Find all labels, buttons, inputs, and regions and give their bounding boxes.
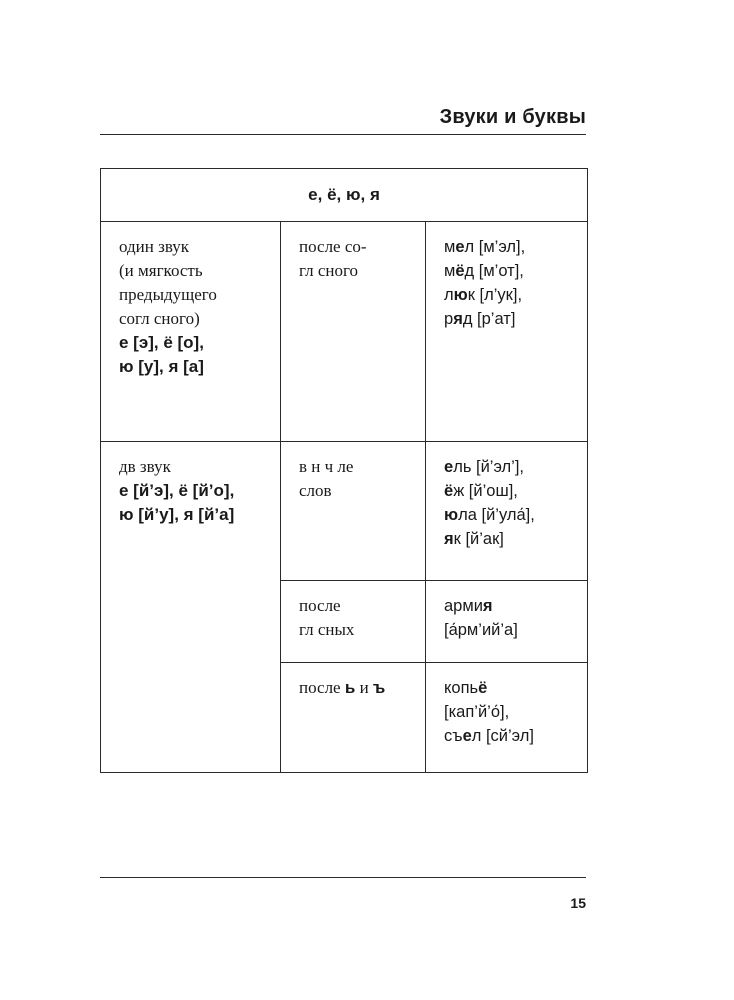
sound-line: е [э], ё [о],: [119, 333, 204, 352]
example-transcription: [а́рм’ий’а]: [444, 621, 518, 639]
description-line: один звук: [119, 237, 190, 256]
description-line: дв звук: [119, 457, 171, 476]
sound-line: ю [й’у], я [й’а]: [119, 505, 235, 524]
table-heading-row: [101, 169, 588, 222]
examples-cell: [426, 581, 588, 663]
position-cell: [281, 581, 426, 663]
sound-line: е [й’э], ё [й’о],: [119, 481, 235, 500]
position-line: после ь и ъ: [299, 678, 386, 697]
examples-cell: [426, 222, 588, 442]
example-word: съел [сй’эл]: [444, 727, 534, 745]
examples-cell: [426, 663, 588, 773]
position-cell: [281, 222, 426, 442]
hard-sign: ъ: [372, 678, 386, 697]
description-cell: [101, 222, 281, 442]
position-line: после: [299, 596, 341, 615]
example-word: як [й’ак]: [444, 530, 504, 548]
position-line: гл сных: [299, 620, 355, 639]
footer-rule: [100, 877, 586, 878]
position-line: в н ч ле: [299, 457, 354, 476]
example-word: ель [й’эл’],: [444, 458, 524, 476]
example-word: мел [м’эл],: [444, 238, 526, 256]
page-number: 15: [570, 895, 586, 911]
example-word: копьё: [444, 679, 488, 697]
vowel-sounds-table: [100, 168, 588, 773]
example-word: ёж [й’ош],: [444, 482, 518, 500]
table-row: [101, 222, 588, 442]
position-cell: [281, 663, 426, 773]
example-word: люк [л’ук],: [444, 286, 523, 304]
running-header: [100, 104, 586, 135]
description-line: (и мягкость: [119, 261, 203, 280]
soft-sign: ь: [344, 678, 356, 697]
example-word: мёд [м’от],: [444, 262, 524, 280]
example-transcription: [кап’й’о́],: [444, 703, 510, 721]
table-row: [101, 442, 588, 581]
example-word: ряд [р’ат]: [444, 310, 516, 328]
description-line: согл сного): [119, 309, 200, 328]
examples-cell: [426, 442, 588, 581]
sound-line: ю [у], я [а]: [119, 357, 204, 376]
example-word: юла [й’ула́],: [444, 506, 535, 524]
table-heading: е, ё, ю, я: [101, 169, 588, 222]
description-cell: [101, 442, 281, 773]
position-line: гл сного: [299, 261, 359, 280]
position-line: слов: [299, 481, 332, 500]
position-cell: [281, 442, 426, 581]
position-line: после со-: [299, 237, 367, 256]
example-word: армия: [444, 597, 493, 615]
header-title: Звуки и буквы: [439, 106, 586, 128]
description-line: предыдущего: [119, 285, 217, 304]
